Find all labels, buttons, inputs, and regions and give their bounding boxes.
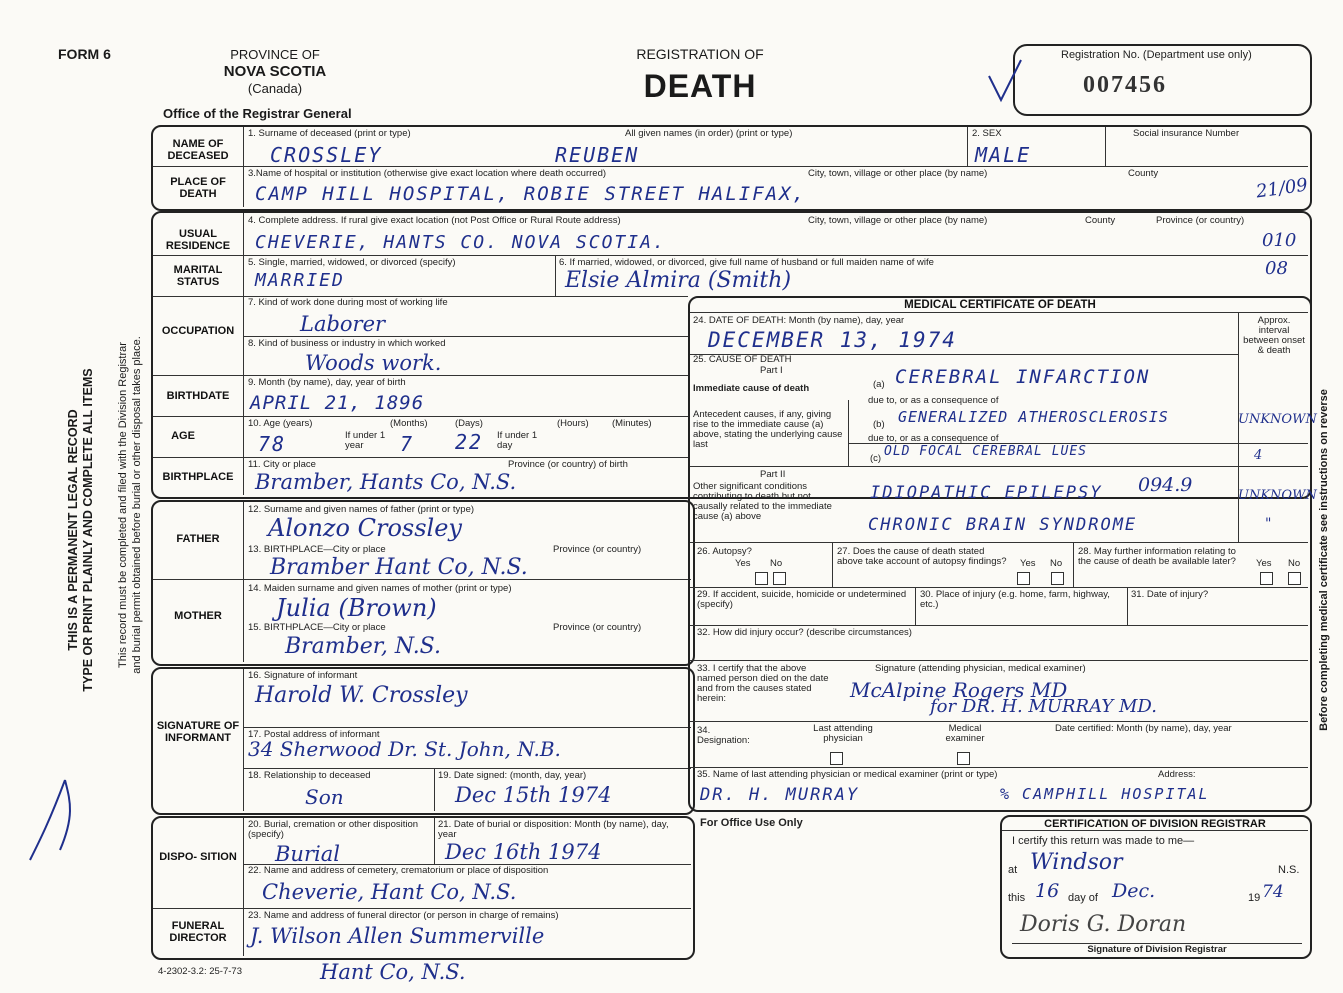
province-line-2: NOVA SCOTIA [223, 63, 327, 80]
division-certify: I certify this return was made to me— [1012, 835, 1195, 847]
label-sex: 2. SEX [972, 128, 1002, 139]
cause-a-value: CEREBRAL INFARCTION [895, 366, 1151, 388]
other-1-interval: UNKNOWN [1238, 488, 1317, 503]
label-spouse: 6. If married, widowed, or divorced, give full name of husband or full maiden name of wife [559, 257, 934, 268]
last-attending-checkbox[interactable] [830, 750, 843, 768]
label-approx-interval: Approx. interval between onset & death [1243, 315, 1305, 356]
label-birthplace: BIRTHPLACE [162, 471, 234, 483]
label-informant-signature: 16. Signature of informant [248, 670, 358, 681]
label-signature-informant: SIGNATURE OF INFORMANT [156, 720, 240, 744]
label-birth-province: Province (or country) of birth [508, 459, 628, 470]
marital-code-value: 08 [1265, 258, 1288, 279]
autopsy-yes-label: Yes [735, 558, 751, 569]
label-marital-status: MARITAL STATUS [173, 264, 223, 288]
residence-value: CHEVERIE, HANTS CO. NOVA SCOTIA. [255, 232, 666, 253]
label-usual-residence: USUAL RESIDENCE [165, 228, 231, 252]
label-accident: 29. If accident, suicide, homicide or undetermined (specify) [697, 589, 907, 610]
findings-yes-checkbox[interactable] [1017, 570, 1030, 588]
label-disposition: DISPO- SITION [159, 851, 237, 863]
registration-number: 007456 [1083, 72, 1167, 98]
birthdate-value: APRIL 21, 1896 [250, 392, 425, 414]
label-mother-name: 14. Maiden surname and given names of mother (print or type) [248, 583, 512, 594]
certifier-signature-1: McAlpine Rogers MD [850, 678, 1068, 702]
sex-value: MALE [975, 143, 1032, 167]
medical-title: MEDICAL CERTIFICATE OF DEATH [904, 299, 1096, 311]
funeral-value-2: Hant Co, N.S. [320, 960, 466, 984]
disposition-date-value: Dec 16th 1974 [445, 840, 602, 864]
registrar-signature-value: Doris G. Doran [1020, 912, 1187, 937]
division-ns: N.S. [1278, 864, 1300, 876]
division-at: at [1008, 864, 1018, 876]
side-line-3: This record must be completed and filed with the Division Registrar [117, 342, 129, 668]
industry-value: Woods work. [305, 351, 442, 375]
division-day-of: day of [1068, 892, 1098, 904]
physician-address-value: % CAMPHILL HOSPITAL [1000, 785, 1210, 803]
office-use-label: For Office Use Only [700, 817, 803, 829]
registrar-place-value: Windsor [1030, 850, 1123, 875]
label-father-name: 12. Surname and given names of father (print or type) [248, 504, 475, 515]
interval-c-value: 4 [1254, 448, 1263, 463]
label-date-signed: 19. Date signed: (month, day, year) [438, 770, 587, 781]
findings-no-label: No [1050, 558, 1063, 569]
label-occupation: OCCUPATION [161, 325, 235, 337]
label-county-death: County [1128, 168, 1159, 179]
label-father-birthplace: 13. BIRTHPLACE—City or place [248, 544, 386, 555]
label-date-of-injury: 31. Date of injury? [1131, 589, 1209, 600]
registrar-year-value: 74 [1262, 882, 1284, 902]
given-names-value: REUBEN [555, 143, 640, 167]
marital-value: MARRIED [255, 270, 345, 291]
label-burial-date: 21. Date of burial or disposition: Month (by name), day, year [438, 819, 669, 840]
division-signature-label: Signature of Division Registrar [1087, 944, 1227, 955]
label-under-1-year: If under 1 year [345, 430, 386, 451]
form-code: 4-2302-3.2: 25-7-73 [158, 966, 242, 977]
label-date-of-death: 24. DATE OF DEATH: Month (by name), day, year [693, 315, 905, 326]
label-mother-province: Province (or country) [553, 622, 642, 633]
label-kind-of-work: 7. Kind of work done during most of working life [248, 297, 448, 308]
findings-yes-label: Yes [1020, 558, 1036, 569]
label-burial: 20. Burial, cremation or other disposition (specify) [248, 819, 419, 840]
label-marital: 5. Single, married, widowed, or divorced (specify) [248, 257, 456, 268]
other-condition-1: IDIOPATHIC EPILEPSY [870, 483, 1103, 503]
label-last-attending: Last attending physician [813, 723, 873, 744]
side-right-notice: Before completing medical certificate see instructions on reverse [1318, 389, 1330, 731]
label-physician-signature: Signature (attending physician, medical examiner) [875, 663, 1086, 674]
side-line-2: TYPE OR PRINT PLAINLY AND COMPLETE ALL ITEMS [81, 368, 95, 692]
label-birth-month: 9. Month (by name), day, year of birth [248, 377, 406, 388]
label-father-province: Province (or country) [553, 544, 642, 555]
label-due-to-1: due to, or as a consequence of [868, 395, 999, 406]
label-age-minutes: (Minutes) [612, 418, 652, 429]
label-place-of-death: PLACE OF DEATH [170, 176, 226, 200]
label-cause-b: (b) [873, 419, 885, 430]
other-2-interval: " [1265, 516, 1272, 532]
label-part-1: Part I [760, 365, 783, 376]
label-immediate-cause: Immediate cause of death [693, 383, 810, 394]
label-autopsy-findings: 27. Does the cause of death stated above take account of autopsy findings? [837, 546, 1007, 567]
label-physician-address: Address: [1158, 769, 1196, 780]
disposition-value: Burial [275, 842, 340, 866]
label-hospital: 3.Name of hospital or institution (otherwise give exact location where death occurred) [248, 168, 607, 179]
place-code-value: 21/09 [1254, 174, 1310, 203]
label-informant-address: 17. Postal address of informant [248, 729, 380, 740]
occupation-value: Laborer [300, 312, 386, 336]
medical-examiner-checkbox[interactable] [957, 750, 970, 768]
label-birthdate: BIRTHDATE [166, 390, 230, 402]
age-months-value: 7 [400, 432, 415, 456]
cause-b-value: GENERALIZED ATHEROSCLEROSIS [898, 408, 1169, 426]
label-age-years: 10. Age (years) [248, 418, 313, 429]
side-line-4: and burial permit obtained before burial or other disposal takes place. [131, 336, 143, 674]
label-father: FATHER [176, 533, 220, 545]
label-birth-city: 11. City or place [248, 459, 316, 470]
further-no-checkbox[interactable] [1288, 570, 1301, 588]
label-age-hours: (Hours) [557, 418, 589, 429]
mother-birthplace-value: Bramber, N.S. [285, 634, 441, 659]
registration-number-box [1013, 44, 1312, 116]
side-line-1: THIS IS A PERMANENT LEGAL RECORD [66, 409, 80, 651]
spouse-value: Elsie Almira (Smith) [565, 268, 792, 293]
label-given-names: All given names (in order) (print or type) [625, 128, 793, 139]
mother-value: Julia (Brown) [276, 594, 437, 622]
findings-no-checkbox[interactable] [1051, 570, 1064, 588]
label-age-months: (Months) [390, 418, 428, 429]
label-social-insurance: Social insurance Number [1133, 128, 1240, 139]
autopsy-yes-checkbox[interactable] [755, 570, 768, 588]
label-city-death: City, town, village or other place (by name) [808, 168, 988, 179]
side-legal-notice [66, 220, 96, 840]
label-age: AGE [171, 430, 195, 442]
label-physician-name: 35. Name of last attending physician or medical examiner (print or type) [697, 769, 998, 780]
other-code-value: 094.9 [1138, 474, 1193, 496]
form-number: FORM 6 [58, 46, 111, 62]
registration-of: REGISTRATION OF [636, 46, 764, 62]
further-yes-label: Yes [1256, 558, 1272, 569]
side-filing-notice [116, 255, 144, 755]
father-birthplace-value: Bramber Hant Co, N.S. [270, 555, 528, 580]
interval-b-value: UNKNOWN [1238, 412, 1317, 427]
division-this: this [1008, 892, 1026, 904]
label-place-of-injury: 30. Place of injury (e.g. home, farm, highway, etc.) [920, 589, 1110, 610]
informant-signature-value: Harold W. Crossley [255, 683, 468, 708]
age-years-value: 78 [258, 432, 287, 456]
label-surname: 1. Surname of deceased (print or type) [248, 128, 411, 139]
label-certify: 33. I certify that the above named person died on the date and from the causes stated herein: [697, 663, 829, 704]
office-title: Office of the Registrar General [163, 106, 352, 121]
label-mother: MOTHER [174, 610, 222, 622]
registrar-day-value: 16 [1035, 880, 1060, 902]
cause-c-value: OLD FOCAL CEREBRAL LUES [884, 444, 1088, 459]
informant-address-value: 34 Sherwood Dr. St. John, N.B. [248, 737, 561, 761]
province-line-1: PROVINCE OF [230, 47, 320, 62]
label-under-1-day: If under 1 day [497, 430, 538, 451]
label-cause-c: (c) [870, 453, 882, 464]
cemetery-value: Cheverie, Hant Co, N.S. [262, 880, 517, 904]
age-days-value: 22 [455, 430, 484, 454]
province-block [190, 46, 360, 97]
label-autopsy: 26. Autopsy? [697, 546, 752, 557]
residence-code-value: 010 [1262, 230, 1297, 251]
label-how-injury: 32. How did injury occur? (describe circumstances) [697, 627, 912, 638]
other-condition-2: CHRONIC BRAIN SYNDROME [868, 515, 1138, 535]
label-part-2: Part II [760, 469, 786, 480]
label-complete-address: 4. Complete address. If rural give exact location (not Post Office or Rural Route address) [248, 215, 621, 226]
label-county-residence: County [1085, 215, 1116, 226]
label-other-conditions: Other significant conditions contributing to death but not causally related to the immediate cause (a) above [693, 481, 832, 522]
label-antecedent: Antecedent causes, if any, giving rise to the immediate cause (a) above, stating the underlying cause last [693, 409, 843, 450]
registrar-month-value: Dec. [1112, 880, 1156, 902]
label-mother-birthplace: 15. BIRTHPLACE—City or place [248, 622, 386, 633]
surname-value: CROSSLEY [270, 143, 383, 167]
label-city-residence: City, town, village or other place (by name) [808, 215, 988, 226]
label-age-days: (Days) [455, 418, 483, 429]
division-title: CERTIFICATION OF DIVISION REGISTRAR [1044, 818, 1266, 830]
place-of-death-value: CAMP HILL HOSPITAL, ROBIE STREET HALIFAX, [255, 183, 806, 205]
label-province-residence: Province (or country) [1156, 215, 1245, 226]
relationship-value: Son [305, 785, 344, 809]
father-value: Alonzo Crossley [268, 514, 462, 542]
label-cause-of-death: 25. CAUSE OF DEATH [693, 354, 792, 365]
autopsy-no-label: No [770, 558, 783, 569]
certifier-signature-2: for DR. H. MURRAY MD. [930, 696, 1157, 717]
label-cemetery: 22. Name and address of cemetery, crematorium or place of disposition [248, 865, 549, 876]
province-line-3: (Canada) [247, 81, 303, 96]
label-relationship: 18. Relationship to deceased [248, 770, 371, 781]
label-designation: 34. Designation: [697, 725, 750, 746]
autopsy-no-checkbox[interactable] [773, 570, 786, 588]
label-cause-a: (a) [873, 379, 885, 390]
label-funeral-name: 23. Name and address of funeral director (or person in charge of remains) [248, 910, 559, 921]
funeral-value-1: J. Wilson Allen Summerville [250, 924, 545, 948]
further-yes-checkbox[interactable] [1260, 570, 1273, 588]
physician-value: DR. H. MURRAY [700, 785, 860, 805]
division-year-prefix: 19 [1248, 892, 1261, 904]
handwritten-mark-icon [20, 760, 90, 870]
date-signed-value: Dec 15th 1974 [455, 783, 612, 807]
further-no-label: No [1288, 558, 1301, 569]
registration-number-label: Registration No. (Department use only) [1061, 49, 1252, 61]
date-of-death-value: DECEMBER 13, 1974 [708, 328, 957, 352]
birthplace-value: Bramber, Hants Co, N.S. [255, 470, 517, 494]
label-funeral-director: FUNERAL DIRECTOR [169, 920, 227, 944]
death-title: DEATH [643, 68, 757, 104]
label-date-certified: Date certified: Month (by name), day, year [1055, 723, 1232, 734]
label-name-of-deceased: NAME OF DECEASED [167, 138, 229, 162]
label-medical-examiner: Medical examiner [945, 723, 985, 744]
label-industry: 8. Kind of business or industry in which worked [248, 338, 446, 349]
check-mark-icon [985, 56, 1025, 106]
label-further-info: 28. May further information relating to the cause of death be available later? [1078, 546, 1236, 567]
label-due-to-2: due to, or as a consequence of [868, 433, 999, 444]
